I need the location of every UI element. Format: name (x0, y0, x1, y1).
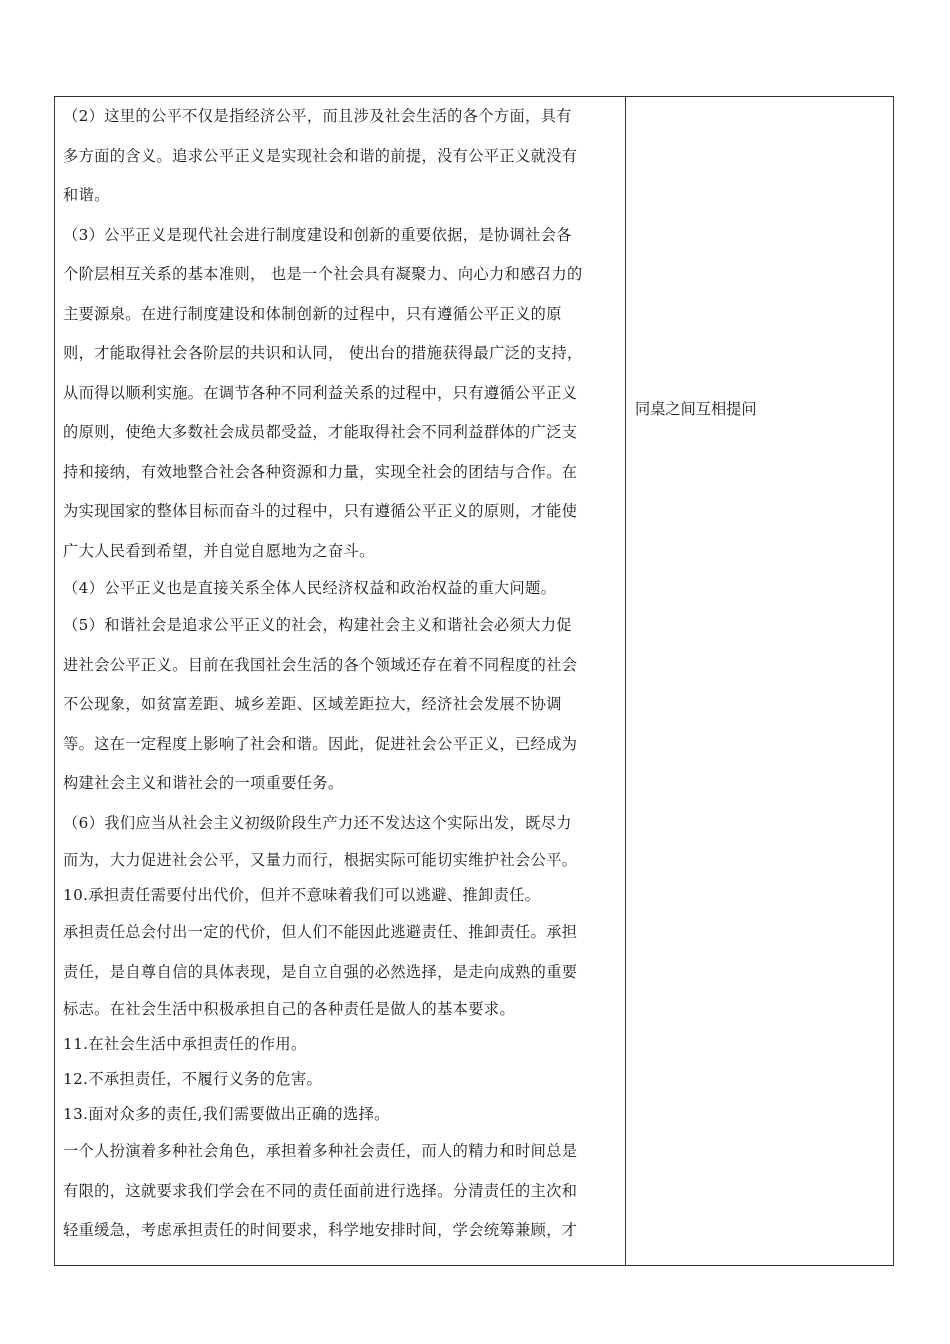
text-line: 13.面对众多的责任,我们需要做出正确的选择。 (63, 1105, 390, 1123)
text-line: 广大人民看到希望，并自觉自愿地为之奋斗。 (63, 541, 375, 560)
text-line: 和谐。 (63, 186, 110, 204)
text-line: 则，才能取得社会各阶层的共识和认同， 使出台的措施获得最广泛的支持， (63, 344, 583, 362)
text-line: 标志。在社会生活中积极承担自己的各种责任是做人的基本要求。 (63, 1000, 516, 1018)
text-line: 多方面的含义。追求公平正义是实现社会和谐的前提，没有公平正义就没有 (63, 146, 578, 165)
text-line: 责任，是自尊自信的具体表现，是自立自强的必然选择，是走向成熟的重要 (63, 962, 578, 981)
content-column (55, 97, 626, 1265)
text-line: 10.承担责任需要付出代价，但并不意味着我们可以逃避、推卸责任。 (63, 886, 541, 904)
text-line: 12.不承担责任，不履行义务的危害。 (63, 1070, 323, 1088)
text-line: 的原则，使绝大多数社会成员都受益，才能取得社会不同利益群体的广泛支 (63, 423, 578, 441)
activity-column (626, 97, 893, 1265)
text-line: 11.在社会生活中承担责任的作用。 (63, 1035, 307, 1053)
text-line: 持和接纳，有效地整合社会各种资源和力量，实现全社会的团结与合作。在 (63, 462, 578, 481)
text-line: 有限的，这就要求我们学会在不同的责任面前进行选择。分清责任的主次和 (63, 1181, 578, 1200)
text-line: 构建社会主义和谐社会的一项重要任务。 (63, 774, 344, 792)
text-line: 个阶层相互关系的基本准则， 也是一个社会具有凝聚力、向心力和感召力的 (63, 265, 583, 283)
text-line: 承担责任总会付出一定的代价，但人们不能因此逃避责任、推卸责任。承担 (63, 923, 578, 941)
document-table (54, 96, 894, 1266)
text-line: 轻重缓急，考虑承担责任的时间要求，科学地安排时间，学会统筹兼顾，才 (63, 1221, 578, 1239)
text-line: 为实现国家的整体目标而奋斗的过程中，只有遵循公平正义的原则，才能使 (63, 502, 578, 520)
text-line: 不公现象，如贫富差距、城乡差距、区域差距拉大，经济社会发展不协调 (63, 695, 562, 713)
text-line: （6）我们应当从社会主义初级阶段生产力还不发达这个实际出发，既尽力 (63, 813, 572, 832)
text-line: 从而得以顺利实施。在调节各种不同利益关系的过程中，只有遵循公平正义 (63, 383, 578, 402)
text-line: 主要源泉。在进行制度建设和体制创新的过程中，只有遵循公平正义的原 (63, 304, 562, 323)
text-line: （2）这里的公平不仅是指经济公平，而且涉及社会生活的各个方面，具有 (63, 107, 572, 125)
activity-note: 同桌之间互相提问 (635, 400, 757, 418)
text-line: 进社会公平正义。目前在我国社会生活的各个领域还存在着不同程度的社会 (63, 655, 578, 674)
text-line: （5）和谐社会是追求公平正义的社会，构建社会主义和谐社会必须大力促 (63, 616, 572, 634)
text-line: 而为，大力促进社会公平，又量力而行，根据实际可能切实维护社会公平。 (63, 851, 578, 869)
text-line: （4）公平正义也是直接关系全体人民经济权益和政治权益的重大问题。 (63, 579, 557, 597)
text-line: 等。这在一定程度上影响了社会和谐。因此，促进社会公平正义，已经成为 (63, 734, 578, 753)
text-line: （3）公平正义是现代社会进行制度建设和创新的重要依据，是协调社会各 (63, 225, 572, 244)
text-line: 一个人扮演着多种社会角色，承担着多种社会责任，而人的精力和时间总是 (63, 1142, 578, 1160)
